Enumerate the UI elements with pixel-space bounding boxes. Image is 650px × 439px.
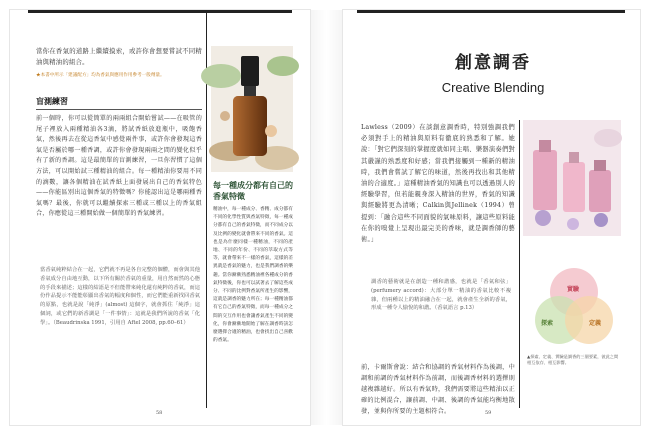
quote-block: 調香的藝術就是在創造一種和諧感，也就是「香氣和弦」(perfumery accord)：大部分單一精油的香氣比較不複雜，但兩種以上的精油融合在一起，就會產生全新的香氣，形成一種令人愉悅的和諧。（香氣語言 p.13） — [371, 279, 511, 312]
quote-block: 當香氣純粹結合在一起，它們就不再是各自完整的個體，而會與其他香氣成分自由地互動，以下所有關於香氣的重量，用自然而然的心態的手段來描述；這樣的結語是不但能帶來純化還有純粹的香氣，而這份作品提示不能能彰顯出香氣的幅度和個性，而它們能重新找回香氣的原點，也就是說「純淨」(almost) 這個字，就會抓住「純淨」這個詞，或它們的新香調是「一件事情」：這就是我們所說的香氣「化學」。（Beaudrinska 1991，引用自 Aftel 2008, pp.60–61） — [40, 267, 200, 326]
oil-bottle-icon — [211, 46, 293, 172]
perfume-bottles-icon — [523, 120, 621, 236]
venn-label-right: 定義 — [589, 320, 602, 327]
oil-bottle-photo — [211, 46, 293, 172]
book-spine — [310, 10, 343, 425]
chapter-title-zh: 創意調香 — [455, 53, 531, 73]
venn-diagram — [529, 264, 619, 354]
section-heading: 盲測練習 — [36, 96, 68, 106]
main-paragraph: 前一個時，你可以從簡單的兩兩組合開始嘗試——在吸管的尾子裡放入兩種精油各3滴，將試香紙放進瓶中，吸飽香氣，然後再去在從這香氣中感覺兩件事，或許你會發現這香氣是否屬於哪一種香調，或許你會發現兩兩之間的變化似乎有了新的香調。這是最簡單的盲測練習，一旦你習慣了這個方法，可以開始試三種精油的組合。每一種精油你要用不同的滴數，讓各個精油在試香紙上面發展出自己的香氣特色——你能區別出這個香氣的特徵嗎？你能認出這是哪兩種香氣嗎？最後，你就可以繼續探索三種或三種以上的香氣組合，你應從這三種開始做一個簡單的香氣練習。 — [36, 115, 202, 218]
sidebar-heading: 每一種成分都有自己的香氣特徵 — [213, 180, 293, 201]
venn-label-top: 實驗 — [567, 286, 580, 293]
perfume-bottles-photo — [523, 120, 621, 236]
bottom-paragraph: 前，卡爾斯會說：結合和協調的香氣材料作為後調，中調和前調的香氣材料作為前調，而後調香材料的選擇則越複雜越好。所以有香氣時，我們需要將這些精油以正確的比例混合，讓前調、中調、後調的香氣能均衡地散發，並與你所要的主題相符合。 — [361, 364, 515, 415]
venn-label-left: 探索 — [541, 320, 554, 327]
page-number: 59 — [485, 410, 492, 416]
top-rule — [28, 10, 292, 13]
left-page — [10, 10, 310, 425]
right-page — [343, 10, 640, 425]
venn-caption: ▲探索、定義、實驗是調香的三個要素，彼此之間相互依存、相互影響。 — [527, 354, 619, 365]
chapter-title-en: Creative Blending — [441, 80, 545, 95]
recipe-note: ★本書中所示「建議配方」均為香氣與應用作用參考一般劑量。 — [36, 73, 165, 78]
top-rule — [357, 10, 625, 13]
sidebar-paragraph: 精油中，每一種成分、香精、成分都有不同的化學性質與香氣特徵，每一種成分都有自己的香氣特徵，而不同成分以及比例的變化就會帶來不同的香氣。這也是為什麼同樣一種精油，不同的產地、不同的年份、不同的萃取方式等等，就會帶來不一樣的香氣，這樣的差異就是香氣的魅力，也是我們調香的樂趣。當你漸漸熟悉精油裡各種成分的香氣特徵後，你也可以試著去了解這些成分、不同的比例對香氣所產生的影響，這就是調香的魅力所在；每一種精油都有它自己的香氣特徵，而每一種成分之間的交互作用也會讓香氣產生不同的變化，你會漸漸地開始了解在調香時該怎麼選擇合適的精油，也會找出自己喜歡的香氣。 — [213, 207, 293, 344]
heading-underline — [36, 109, 202, 110]
page-number: 58 — [156, 410, 163, 416]
sidebar-divider — [519, 120, 520, 408]
main-paragraph: Lawless（2009）在談創意調香時，特別強調我們必須對手上的精油與原料有徹底的熟悉和了解。她說：「對它們深刻的掌握度就如同主唱、樂器演奏們對其嚴謹的熟悉度和好感；當我們接觸到一種新的精油時，我們會嘗試了解它的味道，然後再找出和其他精油的合適度。」這種精油香氣的知識也可以透過別人的經驗學習，但若能親身深入精油的世界，香氣的知識與經驗將更為清晰；Calkin與Jellinek（1994）曾提到：「融合這些不同面貌的氣味原料，讓這些原料能在你的嗅覺上呈現出最完美的香味，就是調香師的藝術。」 — [361, 124, 515, 244]
intro-paragraph: 當你在香氣的道路上繼續摸索，或許你會想要嘗試不同精油與精油的組合。 — [36, 47, 202, 66]
